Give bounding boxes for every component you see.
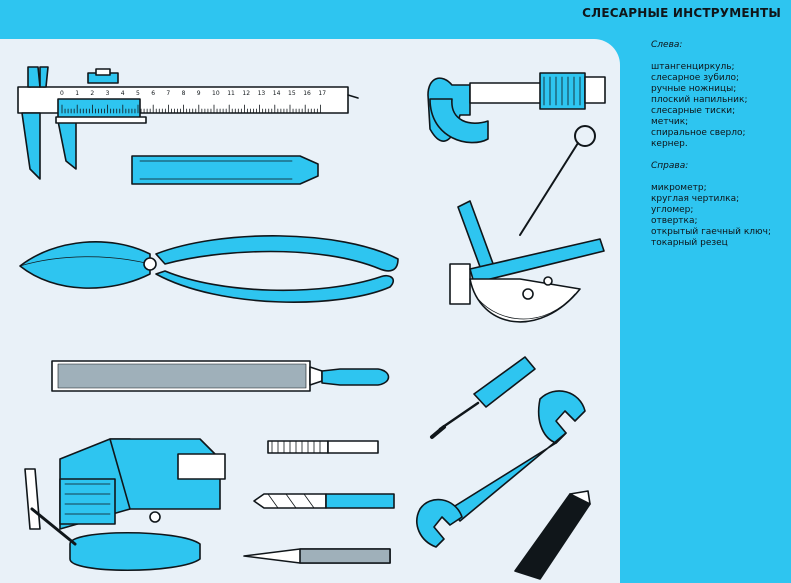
caliper-scale-label: 0 (60, 90, 64, 97)
caliper-scale-label: 15 (288, 90, 296, 97)
legend-right-list (651, 183, 791, 249)
legend-item: угломер; (651, 205, 694, 215)
chisel-illustration (132, 156, 318, 184)
legend-item: отвертка; (651, 216, 698, 226)
legend-left-heading: Слева: (651, 40, 683, 50)
caliper-scale-label: 16 (303, 90, 311, 97)
legend-item: микрометр; (651, 183, 707, 193)
tools-illustration-panel (0, 39, 620, 583)
legend-item: слесарное зубило; (651, 73, 740, 83)
caliper-scale-label: 14 (272, 90, 281, 97)
caliper-scale-label: 10 (212, 90, 220, 97)
caliper-scale-label: 11 (227, 90, 235, 97)
screwdriver-illustration (432, 357, 535, 437)
caliper-scale-label: 12 (242, 90, 251, 97)
punch-illustration (244, 549, 390, 563)
vise-illustration (25, 439, 225, 570)
legend-item: штангенциркуль; (651, 62, 735, 72)
shears-illustration (20, 236, 398, 302)
caliper-scale-label: 3 (105, 90, 110, 97)
scriber-illustration (520, 126, 595, 235)
caliper-scale-label: 4 (120, 90, 125, 97)
legend-right-heading: Справа: (651, 161, 689, 171)
caliper-scale-label: 1 (75, 90, 80, 97)
legend-item: ручные ножницы; (651, 84, 737, 94)
caliper-scale-label: 9 (196, 90, 201, 97)
legend-item: открытый гаечный ключ; (651, 227, 771, 237)
legend-item: токарный резец (651, 238, 728, 248)
micrometer-illustration (428, 73, 605, 143)
caliper-scale-label: 13 (257, 90, 266, 97)
protractor-illustration (450, 201, 604, 322)
legend-item: метчик; (651, 117, 689, 127)
legend-item: кернер. (651, 139, 688, 149)
tools-illustration (0, 39, 620, 583)
caliper-scale-label: 8 (181, 90, 186, 97)
legend-item: плоский напильник; (651, 95, 748, 105)
caliper-scale-label: 7 (166, 90, 171, 97)
caliper-scale-label: 5 (136, 90, 140, 97)
tap-illustration (268, 441, 378, 453)
file-illustration (52, 361, 389, 391)
legend (651, 40, 791, 249)
legend-item: слесарные тиски; (651, 106, 736, 116)
drill-illustration (254, 494, 394, 508)
lathe-tool-illustration (515, 491, 590, 579)
caliper-scale-label: 2 (90, 90, 95, 97)
caliper-scale-label: 17 (318, 90, 327, 97)
legend-left-list (651, 62, 791, 150)
page-title: СЛЕСАРНЫЕ ИНСТРУМЕНТЫ (582, 6, 781, 20)
caliper-scale-label: 6 (151, 90, 156, 97)
legend-item: круглая чертилка; (651, 194, 740, 204)
legend-item: спиральное сверло; (651, 128, 746, 138)
